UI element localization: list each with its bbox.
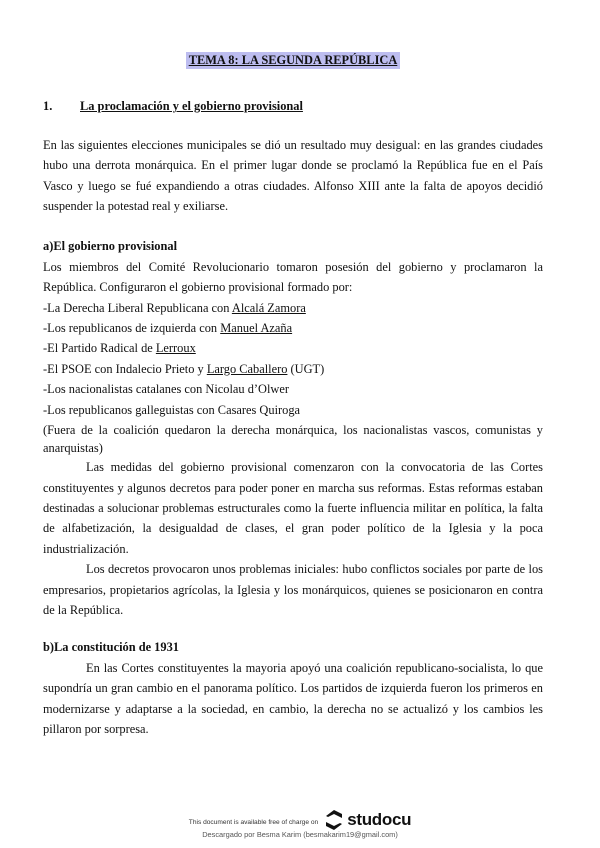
party-leader-link[interactable]: Manuel Azaña <box>220 321 293 336</box>
party-item-text: -Los republicanos de izquierda con <box>43 321 221 336</box>
party-item-text: -El Partido Radical de <box>43 341 156 356</box>
coalition-note: (Fuera de la coalición quedaron la derecha monárquica, los nacionalistas vascos, comunistas y anarquistas) <box>43 423 543 456</box>
subsection-a-para-3: Los decretos provocaron unos problemas iniciales: hubo conflictos sociales por parte de los empresarios, propietarios agrícolas, la Iglesia y los monárquicos, quienes se posicionaron en contra de la República. <box>43 562 543 617</box>
section-1-heading <box>43 96 543 116</box>
party-item-text: -Los nacionalistas catalanes con Nicolau d’Olwer <box>43 382 289 397</box>
section-title: La proclamación y el gobierno provisional <box>80 99 303 114</box>
subsection-a-para-2: Las medidas del gobierno provisional comenzaron con la convocatoria de las Cortes constituyentes y algunos decretos para poder poner en marcha sus reformas. Estas reformas estaban destinadas a solucionar problemas estructurales como la fuerte influencia militar en política, la falta de alfabetización, la desigualdad de clases, el gran poder político de la Iglesia y la poca industrialización. <box>43 460 543 556</box>
studocu-logo[interactable] <box>324 809 411 831</box>
party-leader-link[interactable]: Largo Caballero <box>206 361 288 376</box>
studocu-brand: studocu <box>347 809 412 829</box>
party-item-text: -La Derecha Liberal Republicana con <box>43 300 232 315</box>
party-item-text: -El PSOE con Indalecio Prieto y <box>43 361 207 376</box>
party-list-item <box>43 359 543 379</box>
party-list <box>43 298 543 420</box>
title-wrap <box>43 50 543 70</box>
section-1-intro: En las siguientes elecciones municipales se dió un resultado muy desigual: en las grandes ciudades hubo una derrota monárquica. En el primer lugar donde se proclamó la República fue en el País Vasco y luego se fué expandiendo a otras ciudades. Alfonso XIII ante la falta de apoyos decidió suspender la potestad real y exiliarse. <box>43 137 543 214</box>
party-item-suffix: (UGT) <box>287 361 325 376</box>
section-number: 1. <box>43 99 53 114</box>
footer-downloaded-by: Descargado por Besma Karim (besmakarim19@gmail.com) <box>202 830 398 839</box>
party-leader-link[interactable]: Alcalá Zamora <box>231 300 306 315</box>
party-item-text: -Los republicanos galleguistas con Casares Quiroga <box>43 402 301 417</box>
party-list-item <box>43 318 543 338</box>
subsection-b-para-1: En las Cortes constituyentes la mayoria apoyó una coalición republicano-socialista, lo que supondría un gran cambio en el panorama político. Los partidos de izquierda fueron los primeros en modernizarse y adaptarse a la sociedad, en cambio, la derecha no se actualizó y los cambios les pillaron por sorpresa. <box>43 660 543 736</box>
party-list-item <box>43 379 543 399</box>
subsection-a-para-1: Los miembros del Comité Revolucionario tomaron posesión del gobierno y proclamaron la República. Configuraron el gobierno provisional formado por: <box>43 259 543 295</box>
party-list-item <box>43 338 543 358</box>
party-leader-link[interactable]: Lerroux <box>155 341 196 356</box>
document-page <box>43 0 543 739</box>
subsection-a-heading: a)El gobierno provisional <box>43 239 178 254</box>
party-list-item <box>43 400 543 420</box>
party-list-item <box>43 298 543 318</box>
subsection-b-heading: b)La constitución de 1931 <box>43 640 179 655</box>
studocu-logo-icon <box>324 809 344 831</box>
document-title: TEMA 8: LA SEGUNDA REPÚBLICA <box>186 52 401 69</box>
footer-available-text: This document is available free of charge on <box>188 818 319 826</box>
